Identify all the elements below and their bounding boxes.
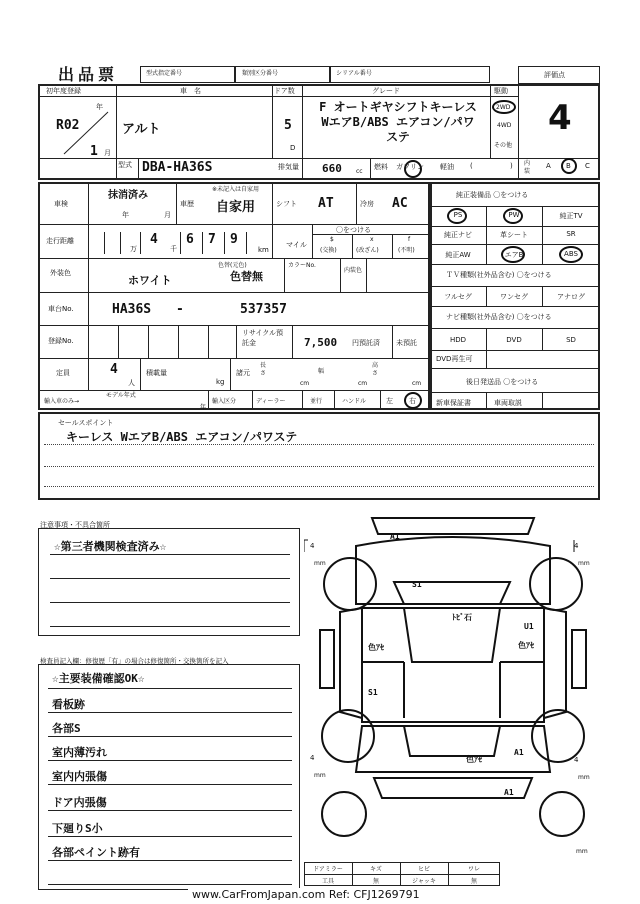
inspector-line-4: 室内薄汚れ — [52, 746, 107, 759]
inspector-line-7: 下廻りS小 — [52, 822, 103, 835]
mileage-digit-3: 7 — [208, 232, 216, 247]
import-cat-label: 輸入区分 — [212, 398, 237, 405]
drive-2wd: 2WD — [496, 104, 511, 111]
mark-front-bumper: A1 — [390, 532, 400, 541]
recycle-label: リサイクル預託金 — [242, 329, 284, 347]
equip-airbag: エアB — [504, 251, 524, 259]
interior-b: B — [566, 162, 571, 170]
later-manual: 車両取説 — [494, 399, 522, 407]
equip-tv: 純正TV — [559, 212, 583, 220]
model-code: DBA-HA36S — [142, 160, 213, 175]
handle-right-circle — [404, 392, 422, 409]
mark-tailgate: 色ｱｾ — [466, 755, 482, 764]
recycle-deposited: 円預託済 — [352, 339, 380, 347]
capacity-label: 定員 — [56, 369, 70, 377]
reg-no-label: 登録No. — [48, 337, 74, 345]
tools-tools-label: 工具 — [321, 878, 334, 885]
parallel: 並行 — [310, 398, 323, 405]
tools-header-break: ワレ — [467, 866, 480, 873]
interior-a: A — [546, 162, 551, 170]
fuel-label: 燃料 — [374, 163, 388, 171]
drive-other: その他 — [494, 142, 513, 149]
mark-right-front-door: 色ｱｾ — [518, 641, 534, 650]
mile-label: マイル — [286, 241, 307, 249]
equip-leather: 革シート — [500, 231, 528, 239]
navi-title: ナビ種類(社外品含む) 〇をつける — [446, 313, 552, 321]
tv-fullseg: フルセグ — [444, 293, 472, 301]
model-cert-label: 型式指定番号 — [146, 70, 183, 77]
notes-line-1: ☆第三者機関検査済み☆ — [54, 540, 167, 553]
score-value: 4 — [548, 98, 572, 138]
car-diagram — [304, 512, 600, 902]
inspector-line-1: ☆主要装備確認OK☆ — [52, 672, 145, 685]
sales-point-label: セールスポイント — [58, 419, 114, 427]
tire-front-left: 4 — [310, 542, 315, 550]
color-no-label: カラーNo. — [288, 262, 316, 269]
mark-roof: U1 — [524, 622, 534, 631]
width-label: 幅 — [318, 368, 325, 375]
odo-exchange: (交換) — [320, 247, 337, 254]
tv-oneseg: ワンセグ — [500, 293, 528, 301]
inspector-line-6: ドア内張傷 — [52, 796, 107, 809]
doors-label: ドア数 — [274, 87, 295, 95]
chassis-number: 537357 — [240, 302, 287, 317]
serial-label: シリアル番号 — [336, 70, 372, 77]
first-reg-year: R02 — [56, 118, 80, 133]
displacement-label: 排気量 — [278, 163, 299, 171]
handle-label: ハンドル — [342, 398, 367, 405]
dvd-playback-label: DVD再生可 — [436, 355, 473, 363]
notes-label: 注意事項・不具合箇所 — [40, 521, 110, 529]
grade-text: F オートギヤシフトキーレス WエアB/ABS エアコン/パワステ — [319, 100, 477, 144]
tools-tools-value: 無 — [372, 878, 379, 885]
door-code: D — [290, 144, 296, 152]
equip-ps-circle — [447, 208, 467, 224]
door-count: 5 — [284, 118, 292, 133]
equip-pw: PW — [508, 211, 520, 219]
spare-mm: mm — [576, 848, 588, 855]
sales-point-text: キーレス WエアB/ABS エアコン/パワステ — [66, 430, 298, 444]
car-name-label: 車 名 — [180, 87, 201, 95]
category-label: 類別区分番号 — [242, 70, 279, 77]
sheet-title: 出品票 — [58, 65, 119, 84]
equip-navi: 純正ナビ — [444, 231, 472, 239]
import-label: 輸入車のみ→ — [44, 398, 80, 405]
mark-rear-quarter: A1 — [514, 748, 524, 757]
color-value: ホワイト — [128, 274, 172, 287]
inspector-line-3: 各部S — [52, 722, 81, 735]
model-year-label: モデル年式 — [106, 392, 136, 399]
history-value: 自家用 — [216, 200, 256, 215]
fuel-light-oil: 軽油 — [440, 163, 454, 171]
height-label: 高さ — [372, 362, 379, 377]
equip-ps: PS — [453, 211, 463, 219]
footer-reference: www.CarFromJapan.com Ref: CFJ1269791 — [188, 888, 424, 901]
equip-aw: 純正AW — [445, 251, 471, 259]
car-name: アルト — [122, 122, 161, 137]
mileage-digit-4: 9 — [230, 232, 238, 247]
inspector-line-2: 看板跡 — [52, 698, 85, 711]
tv-analog: アナログ — [557, 293, 585, 301]
chassis-prefix: HA36S — [112, 302, 152, 317]
drive-label: 駆動 — [494, 87, 508, 95]
capacity-value: 4 — [110, 362, 118, 377]
mileage-digit-2: 6 — [186, 232, 194, 247]
handle-right: 右 — [409, 397, 416, 405]
tools-header-crack: ヒビ — [417, 866, 430, 873]
auction-sheet: 出品票 型式指定番号 類別区分番号 シリアル番号 初年度登録 車 名 ドア数 グレード 駆動 評価点 年 R02 1 月 アルト 5 D F オートギヤシフトキーレス WエアB/ABS エアコン/パワステ 2WD 4WD その他 4 型式 DBA-HA36S 排気量 660 cc 燃料 ガソリン 軽油 ( ) 内装 A B C 車検 抹消済み 年 月 ※未記入は自家用 車歴 自家用 シフト AT 冷房 AC 走行距離 万 4 千 6 7 9 km マイル 〇をつける $ (交換) x (改ざん) f (不明) 外装色 ホワイト 色替(元色) 色替無 カラーNo. 内装色 車台No. HA36S - 537357 登録No. リサイクル預託金 7,500 円預託済 未預託 定員 4 人 積載量 kg 諸元 長さ cm 幅 cm 高さ cm 輸入車のみ→ モデル年式 年 輸入区分 ディーラー 並行 ハンドル 左 右 純正装備品 〇をつける PS PW 純正TV 純正ナビ 革シート SR 純正AW エアB ABS ＴＶ種類(社外品含む) 〇をつける フルセグ ワンセグ アナログ ナビ種類(社外品含む) 〇をつける HDD DVD SD DVD再生可 後日発送品 〇をつける 新車保証書 車両取説 セールスポイント キーレス WエアB/ABS エアコン/パワステ 注意事項・不具合箇所 ☆第三者機関検査済み☆ 検査員記入欄：修復歴「有」の場合は修復箇所・交換箇所を記入 ☆主要装備確認OK☆ 看板跡 各部S 室内薄汚れ 室内内張傷 ドア内張傷 下廻りS小 各部ペイント跡有 4 mm 4 mm 4 mm 4 mm mm A1 S1 ﾄﾋﾞ石 色ｱｾ U1 色ｱｾ S1 A1 色ｱｾ A1 ドアミラー キズ ヒビ ワレ 工具 無 ジャッキ 無 www.CarFromJapan.com Ref: CFJ1269791 — [0, 0, 640, 904]
mileage-label: 走行距離 — [46, 237, 74, 245]
chassis-label: 車台No. — [48, 305, 74, 313]
shaken-label: 車検 — [54, 200, 68, 208]
mark-windshield: ﾄﾋﾞ石 — [452, 613, 472, 622]
grade-label: グレード — [372, 87, 400, 95]
eval-label: 評価点 — [544, 71, 565, 79]
equip-sr: SR — [566, 230, 576, 238]
first-reg-month: 1 — [90, 144, 98, 159]
inspector-line-8: 各部ペイント跡有 — [52, 846, 140, 859]
shaken-value: 抹消済み — [108, 190, 148, 201]
drive-4wd: 4WD — [497, 122, 512, 129]
navi-hdd: HDD — [449, 336, 467, 344]
fuel-circle — [404, 160, 422, 178]
drive-2wd-circle — [492, 100, 516, 114]
inspector-label: 検査員記入欄：修復歴「有」の場合は修復箇所・交換箇所を記入 — [40, 657, 229, 665]
interior-c: C — [585, 162, 590, 170]
displacement: 660 — [322, 162, 342, 175]
recycle-fee: 7,500 — [304, 336, 338, 349]
shift-value: AT — [318, 196, 334, 211]
fuel-gasoline: ガソリン — [396, 163, 424, 171]
equip-abs-circle — [559, 246, 583, 263]
repaint-value: 色替無 — [230, 270, 263, 283]
dims-label: 諸元 — [236, 369, 250, 377]
color-label: 外装色 — [50, 269, 71, 277]
tv-title: ＴＶ種類(社外品含む) 〇をつける — [446, 271, 552, 279]
equip-abs: ABS — [564, 250, 578, 258]
odo-circle-note: 〇をつける — [336, 226, 371, 234]
ac-label: 冷房 — [360, 200, 374, 208]
model-label: 型式 — [118, 161, 132, 169]
equip-title: 純正装備品 〇をつける — [456, 191, 529, 199]
interior-b-circle — [561, 158, 577, 174]
tools-header-mirror: ドアミラー — [313, 866, 343, 873]
odo-unknown: (不明) — [398, 247, 415, 254]
tools-jack-label: ジャッキ — [412, 878, 436, 885]
ac-value: AC — [392, 196, 408, 211]
repaint-label: 色替(元色) — [218, 262, 247, 269]
navi-dvd: DVD — [506, 336, 522, 344]
navi-sd: SD — [566, 336, 576, 344]
load-label: 積載量 — [146, 369, 167, 377]
mileage-digit-1: 4 — [150, 232, 158, 247]
interior-label: 内装 — [524, 160, 531, 175]
first-reg-label: 初年度登録 — [46, 87, 81, 95]
tools-header-scratch: キズ — [370, 866, 382, 873]
later-title: 後日発送品 〇をつける — [466, 378, 539, 386]
handle-left: 左 — [386, 397, 393, 405]
tire-rear-right: 4 — [574, 756, 579, 764]
equip-pw-circle — [503, 208, 523, 224]
inspector-line-5: 室内内張傷 — [52, 770, 107, 783]
length-label: 長さ — [260, 362, 267, 377]
later-warranty: 新車保証書 — [436, 399, 471, 407]
mark-left-rear-door: S1 — [368, 688, 378, 697]
odo-tampered: (改ざん) — [356, 247, 379, 254]
recycle-not-deposited: 未預託 — [396, 339, 417, 347]
tire-front-right: 4 — [574, 542, 579, 550]
tools-jack-value: 無 — [470, 878, 477, 885]
mark-hood: S1 — [412, 580, 422, 589]
mark-rear-bumper: A1 — [504, 788, 514, 797]
dealer: ディーラー — [256, 398, 286, 405]
equip-airbag-circle — [501, 246, 525, 263]
history-note: ※未記入は自家用 — [212, 186, 260, 193]
history-label: 車歴 — [180, 200, 194, 208]
interior-color-label: 内装色 — [344, 267, 363, 274]
shift-label: シフト — [276, 200, 297, 208]
tire-rear-left: 4 — [310, 754, 315, 762]
mark-left-front-door: 色ｱｾ — [368, 643, 384, 652]
